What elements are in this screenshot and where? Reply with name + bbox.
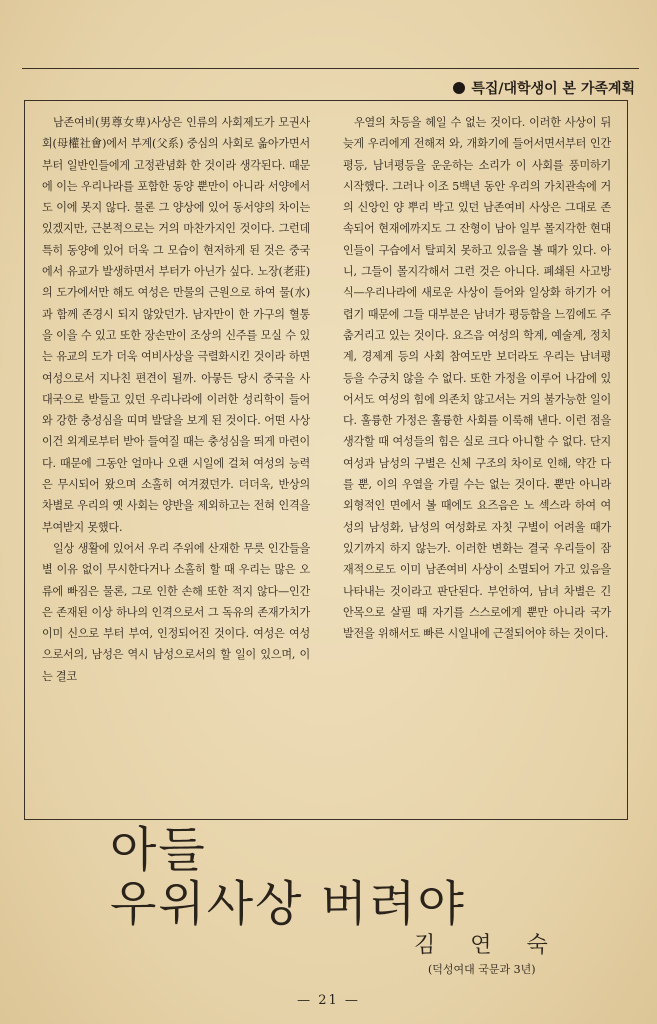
page-number: — 21 —: [297, 993, 360, 1008]
article-column-left: [42, 112, 310, 802]
article-title-line-2: 우위사상 버려야: [110, 876, 466, 932]
author-name: 김 연 숙: [414, 933, 562, 958]
article-column-right: [343, 112, 611, 812]
section-header: [453, 78, 635, 98]
paragraph: 남존여비(男尊女卑)사상은 인류의 사회제도가 모권사회(母權社會)에서 부계(父系) 중심의 사회로 옮아가면서부터 일반인들에게 고정관념화 한 것이라 생각된다. 때문에 이는 우리나라를 포함한 동양 뿐만이 아니라 서양에서도 이에 못지 않다. 물론 그 양상에 있어 동서양의 차이는 있겠지만, 근본적으로는 거의 마찬가지인 것이다. 그런데 특히 동양에 있어 더욱 그 모습이 현저하게 된 것은 중국에서 유교가 발생하면서 부터가 아닌가 싶다. 노장(老莊)의 도가에서만 해도 여성은 만물의 근원으로 하여 물(水)과 함께 존경시 되지 않았던가. 남자만이 한 가구의 혈통을 이을 수 있고 또한 장손만이 조상의 신주를 모실 수 있는 유교의 도가 더욱 여비사상을 극렬화시킨 것이라 하면 여성으로서 지나친 편견이 될까. 아뭏든 당시 중국을 사대국으로 받들고 있던 우리나라에 이러한 성리학이 들어와 강한 충성심을 띠며 발달을 보게 된 것이다. 어떤 사상이건 외계로부터 받아 들여질 때는 충성심을 띄게 마련이다. 때문에 그동안 얼마나 오랜 시일에 걸쳐 여성의 능력은 무시되어 왔으며 소홀히 여겨졌던가. 더더욱, 반상의 차별로 우리의 옛 사회는 양반을 제외하고는 전혀 인격을 부여받지 못했다.: [42, 116, 310, 534]
author-affiliation: (덕성여대 국문과 3년): [428, 963, 536, 976]
article-title-line-1: 아들: [110, 822, 207, 878]
top-rule: [22, 68, 639, 69]
paragraph: 우열의 차등을 헤일 수 없는 것이다. 이러한 사상이 뒤 늦게 우리에게 전해져 와, 개화기에 들어서면서부터 인간평등, 남녀평등을 운운하는 소리가 이 사회를 풍미하기 시작했다. 그러나 이조 5백년 동안 우리의 가치관속에 거의 신앙인 양 뿌리 박고 있던 남존여비 사상은 그대로 존속되어 현재에까지도 그 잔형이 남아 일부 몰지각한 현대인들이 구습에서 탈피치 못하고 있음을 볼 때가 있다. 아니, 그들이 몰지각해서 그런 것은 아니다. 폐쇄된 사고방식—우리나라에 새로운 사상이 들어와 일상화 하기가 어렵기 때문에 그들 대부분은 남녀가 평등함을 느낌에도 주춤거리고 있는 것이다. 요즈음 여성의 학계, 예술계, 정치계, 경제계 등의 사회 참여도만 보더라도 우리는 남녀평등을 수긍치 않을 수 없다. 또한 가정을 이루어 나감에 있어서도 여성의 힘에 의존치 않고서는 거의 불가능한 일이다. 훌륭한 가정은 훌륭한 사회를 이룩해 낸다. 이런 점을 생각할 때 여성들의 힘은 실로 크다 아니할 수 없다. 단지 여성과 남성의 구별은 신체 구조의 차이로 인해, 약간 다를 뿐, 이의 우열을 가릴 수는 없는 것이다. 뿐만 아니라 외형적인 면에서 볼 때에도 요즈음은 노 섹스라 하여 여성의 남성화, 남성의 여성화로 자칫 구별이 어려울 때가 있기까지 하지 않는가. 이러한 변화는 결국 우리들이 잠재적으로도 이미 남존여비 사상이 소멸되어 가고 있음을 나타내는 것이라고 판단된다. 부언하여, 남녀 차별은 긴 안목으로 살필 때 자기를 스스로에게 뿐만 아니라 국가 발전을 위해서도 빠른 시일내에 근절되어야 하는 것이다.: [343, 116, 611, 641]
bullet-dot-icon: [453, 82, 465, 94]
paragraph: 일상 생활에 있어서 우리 주위에 산재한 무릇 인간들을 별 이유 없이 무시한다거나 소홀히 할 때 우리는 많은 오류에 빠짐은 물론, 그로 인한 손해 또한 적지 않다—인간은 존재된 이상 하나의 인격으로서 그 독유의 존재가치가 이미 신으로 부터 부여, 인정되어진 것이다. 여성은 여성으로서의, 남성은 역시 남성으로서의 할 일이 있으며, 이는 결코: [42, 541, 310, 683]
section-title: 특집/대학생이 본 가족계획: [471, 81, 635, 97]
